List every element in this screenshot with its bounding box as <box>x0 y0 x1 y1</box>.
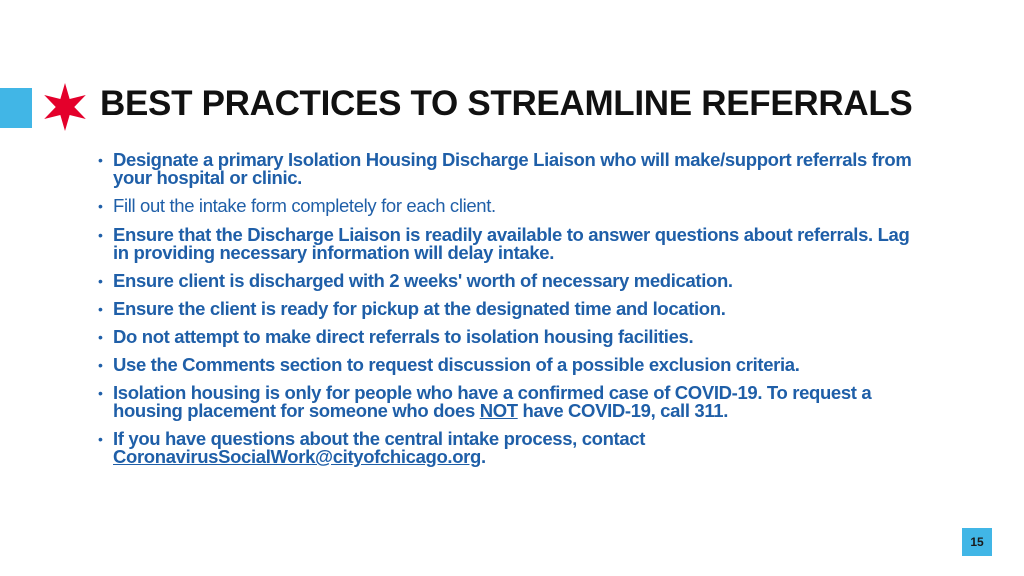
contact-email-link[interactable]: CoronavirusSocialWork@cityofchicago.org <box>113 446 481 467</box>
bullet-list <box>96 151 916 476</box>
bullet-no-direct-referrals: • Do not attempt to make direct referrals to isolation housing facilities. <box>96 328 916 346</box>
chicago-star-icon <box>40 80 90 134</box>
bullet-medication: • Ensure client is discharged with 2 weeks' worth of necessary medication. <box>96 272 916 290</box>
bullet-contact-text: If you have questions about the central intake process, contact <box>113 428 646 449</box>
slide-title: BEST PRACTICES TO STREAMLINE REFERRALS <box>100 84 913 123</box>
bullet-intake-form: • Fill out the intake form completely for each client. <box>96 197 916 215</box>
bullet-questions-contact <box>96 430 916 466</box>
bullet-pickup: • Ensure the client is ready for pickup at the designated time and location. <box>96 300 916 318</box>
bullet-comments-section: • Use the Comments section to request discussion of a possible exclusion criteria. <box>96 356 916 374</box>
bullet-covid-text-2: have COVID-19, call 311. <box>517 400 728 421</box>
bullet-discharge-liaison: • Designate a primary Isolation Housing Discharge Liaison who will make/support referrals from your hospital or clinic. <box>96 151 916 187</box>
page-number: 15 <box>962 528 992 556</box>
accent-bar <box>0 88 32 128</box>
bullet-covid-text-1: Isolation housing is only for people who have a confirmed case of COVID-19. To request a housing placement for someone who does <box>113 382 872 421</box>
bullet-liaison-available: • Ensure that the Discharge Liaison is readily available to answer questions about referrals. Lag in providing necessary information will delay intake. <box>96 226 916 262</box>
bullet-contact-period: . <box>480 446 486 467</box>
bullet-covid-only <box>96 384 916 420</box>
not-emphasis: NOT <box>479 400 518 421</box>
